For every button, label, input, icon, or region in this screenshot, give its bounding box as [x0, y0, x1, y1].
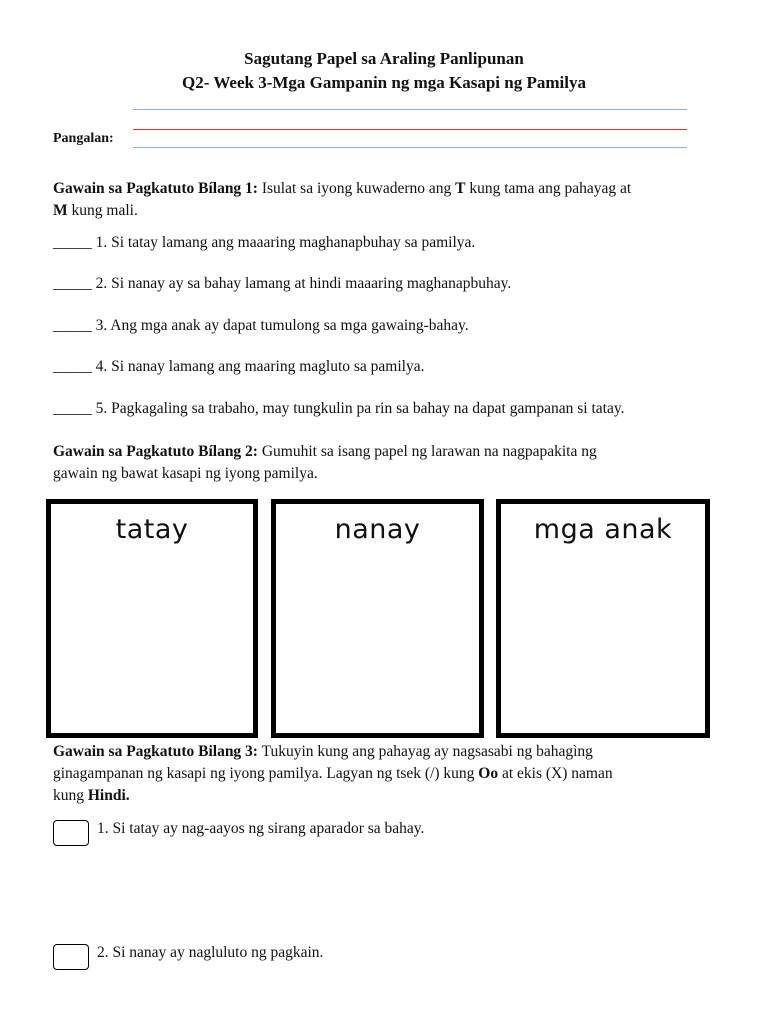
activity1-heading: Gawain sa Pagkatuto Bílang 1:: [53, 180, 258, 197]
name-line-top: [133, 109, 687, 110]
activity1-instructions: Gawain sa Pagkatuto Bílang 1: Isulat sa iyong kuwaderno ang T kung tama ang pahayag at M kung mali.: [53, 180, 632, 219]
drawing-box-tatay[interactable]: [46, 499, 258, 738]
activity1-item-3: _____ 3. Ang mga anak ay dapat tumulong sa mga gawaing-bahay.: [53, 317, 469, 334]
activity3-instructions: Gawain sa Pagkatuto Bilang 3: Tukuyin kung ang pahayag ay nagsasabi ng bahagìng ginagampanan ng kasapi ng iyong pamilya. Lagyan ng tsek (/) kung Oo at ekis (X) naman kung Hindi.: [53, 743, 613, 804]
name-line-bottom: [133, 147, 687, 148]
activity3-item-2: 2. Si nanay ay nagluluto ng pagkain.: [97, 944, 324, 961]
activity1-item-4: _____ 4. Si nanay lamang ang maaring magluto sa pamilya.: [53, 358, 425, 375]
worksheet-title: Sagutang Papel sa Araling Panlipunan: [244, 49, 524, 68]
drawing-box-nanay[interactable]: [271, 499, 484, 738]
activity3-item-1: 1. Si tatay ay nag-aayos ng sirang aparador sa bahay.: [97, 820, 425, 837]
activity1-item-1: _____ 1. Si tatay lamang ang maaaring maghanapbuhay sa pamilya.: [53, 234, 476, 251]
activity1-item-2: _____ 2. Si nanay ay sa bahay lamang at hindi maaaring maghanapbuhay.: [53, 275, 512, 292]
name-label: Pangalan:: [53, 131, 114, 146]
drawing-box-label: tatay: [115, 514, 189, 545]
activity3-heading: Gawain sa Pagkatuto Bilang 3:: [53, 743, 258, 760]
drawing-box-label: nanay: [334, 514, 421, 545]
activity2-instructions: Gawain sa Pagkatuto Bílang 2: Gumuhit sa isang papel ng larawan na nagpapakita ng gawain ng bawat kasapi ng iyong pamilya.: [53, 443, 597, 482]
name-line-middle: [133, 129, 687, 130]
answer-checkbox-1[interactable]: [53, 820, 89, 846]
drawing-box-label: mga anak: [533, 514, 673, 545]
answer-checkbox-2[interactable]: [53, 944, 89, 970]
activity2-heading: Gawain sa Pagkatuto Bílang 2:: [53, 443, 258, 460]
worksheet-subtitle: Q2- Week 3-Mga Gampanin ng mga Kasapi ng Pamilya: [182, 73, 586, 92]
drawing-box-mga-anak[interactable]: [496, 499, 710, 738]
activity1-item-5: _____ 5. Pagkagaling sa trabaho, may tungkulin pa rin sa bahay na dapat gampanan si tatay.: [53, 400, 625, 417]
